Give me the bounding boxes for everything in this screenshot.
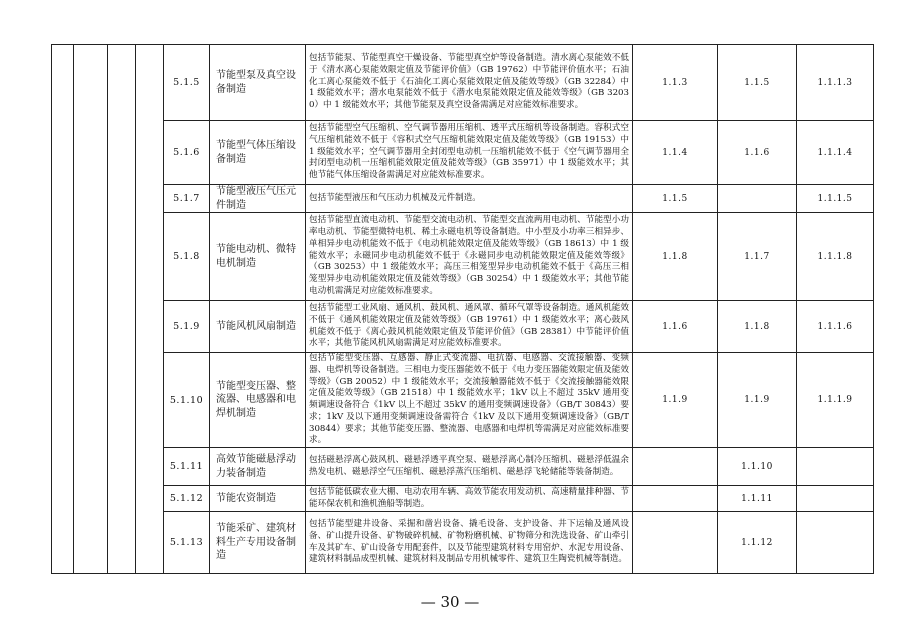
reference-code-1 <box>633 512 718 574</box>
reference-code-3 <box>797 512 874 574</box>
item-description: 包括节能型建井设备、采掘和凿岩设备、撬毛设备、支护设备、井下运输及通风设备、矿山提升设备、矿物破碎机械、矿物粉磨机械、矿物筛分和洗选设备、矿山牵引车及其矿车、矿山设备专用配套件，以及节能型建筑材料专用窑炉、水泥专用设备、建筑材料制品成型机械、建筑材料及制品专用机械零件、建筑卫生陶瓷机械等制造。 <box>306 512 633 574</box>
item-description: 包括节能低碳农业大棚、电动农用车辆、高效节能农用发动机、高速精量排种器、节能环保农机和渔机渔船等制造。 <box>306 486 633 512</box>
item-code: 5.1.10 <box>164 353 210 448</box>
reference-code-2: 1.1.11 <box>718 486 797 512</box>
reference-code-1: 1.1.3 <box>633 45 718 121</box>
item-code: 5.1.8 <box>164 213 210 301</box>
item-code: 5.1.11 <box>164 448 210 486</box>
item-code: 5.1.9 <box>164 301 210 353</box>
item-description: 包括节能型变压器、互感器、静止式变流器、电抗器、电感器、交流接触器、变频器、电焊机等设备制造。三相电力变压器能效不低于《电力变压器能效限定值及能效等级》（GB 20052）中 1 级能效水平；交流接触器能效不低于《交流接触器能效限定值及能效等级》（GB 21518）中 1 级能效水平；1kV 以上不超过 35kV 通用变频调速设备符合《1kV 以上不超过 35kV 的通用变频调速设备》（GB/T 30843）要求；1kV 及以下通用变频调速设备需符合《1kV 及以下通用变频调速设备》（GB/T 30844）要求；其他节能变压器、整流器、电感器和电焊机等需满足对应能效标准要求。 <box>306 353 633 448</box>
reference-code-2: 1.1.5 <box>718 45 797 121</box>
table-row <box>52 486 874 512</box>
empty-cell <box>108 45 136 574</box>
reference-code-2: 1.1.9 <box>718 353 797 448</box>
item-name: 节能采矿、建筑材料生产专用设备制造 <box>210 512 306 574</box>
item-description: 包括节能型空气压缩机、空气调节器用压缩机、透平式压缩机等设备制造。容积式空气压缩机能效不低于《容积式空气压缩机能效限定值及能效等级》（GB 19153）中 1 级能效水平；空气调节器用全封闭型电动机一压缩机能效不低于《空气调节器用全封闭型电动机一压缩机能效限定值及能效等级》（GB 35971）中 1 级能效水平；其他节能气体压缩设备需满足对应能效标准要求。 <box>306 121 633 185</box>
page-number: — 30 — <box>420 593 480 611</box>
item-name: 节能型气体压缩设备制造 <box>210 121 306 185</box>
table-row <box>52 448 874 486</box>
item-description: 包括节能泵、节能型真空干燥设备、节能型真空炉等设备制造。清水离心泵能效不低于《清水离心泵能效限定值及节能评价值》（GB 19762）中节能评价值水平；石油化工离心泵能效不低于《石油化工离心泵能效限定值及能效等级》（GB 32284）中 1 级能效水平；潜水电泵能效不低于《潜水电泵能效限定值及能效等级》（GB 32030）中 1 级能效水平；其他节能泵及真空设备需满足对应能效标准要求。 <box>306 45 633 121</box>
reference-code-3: 1.1.1.6 <box>797 301 874 353</box>
reference-code-1: 1.1.4 <box>633 121 718 185</box>
reference-code-3 <box>797 448 874 486</box>
table-row <box>52 121 874 185</box>
reference-code-3: 1.1.1.3 <box>797 45 874 121</box>
empty-cell <box>136 45 164 574</box>
item-description: 包括节能型直流电动机、节能型交流电动机、节能型交直流两用电动机、节能型小功率电动机、节能型微特电机、稀土永磁电机等设备制造。中小型及小功率三相异步、单相异步电动机能效不低于《电动机能效限定值及能效等级》（GB 18613）中 1 级能效水平；永磁同步电动机能效不低于《永磁同步电动机能效限定值及能效等级》（GB 30253）中 1 级能效水平；高压三相笼型异步电动机能效不低于《高压三相笼型异步电动机能效限定值及能效等级》（GB 30254）中 1 级能效水平；其他节能电动机需满足对应能效标准要求。 <box>306 213 633 301</box>
table-row <box>52 45 874 121</box>
reference-code-1: 1.1.8 <box>633 213 718 301</box>
item-name: 节能电动机、微特电机制造 <box>210 213 306 301</box>
reference-code-1 <box>633 448 718 486</box>
reference-code-2 <box>718 185 797 213</box>
empty-cell <box>52 45 74 574</box>
table-row <box>52 353 874 448</box>
catalog-table <box>51 44 874 574</box>
reference-code-3: 1.1.1.4 <box>797 121 874 185</box>
table-row <box>52 512 874 574</box>
item-code: 5.1.6 <box>164 121 210 185</box>
item-name: 节能型液压气压元件制造 <box>210 185 306 213</box>
table-row <box>52 185 874 213</box>
reference-code-2: 1.1.7 <box>718 213 797 301</box>
item-name: 节能型变压器、整流器、电感器和电焊机制造 <box>210 353 306 448</box>
reference-code-1: 1.1.5 <box>633 185 718 213</box>
empty-cell <box>74 45 108 574</box>
item-name: 高效节能磁悬浮动力装备制造 <box>210 448 306 486</box>
item-code: 5.1.13 <box>164 512 210 574</box>
reference-code-2: 1.1.6 <box>718 121 797 185</box>
item-name: 节能风机风扇制造 <box>210 301 306 353</box>
reference-code-2: 1.1.8 <box>718 301 797 353</box>
item-code: 5.1.5 <box>164 45 210 121</box>
reference-code-2: 1.1.12 <box>718 512 797 574</box>
item-name: 节能农资制造 <box>210 486 306 512</box>
item-name: 节能型泵及真空设备制造 <box>210 45 306 121</box>
reference-code-3: 1.1.1.9 <box>797 353 874 448</box>
item-description: 包括磁悬浮离心鼓风机、磁悬浮透平真空泵、磁悬浮离心制冷压缩机、磁悬浮低温余热发电机、磁悬浮空气压缩机、磁悬浮蒸汽压缩机、磁悬浮飞轮储能等装备制造。 <box>306 448 633 486</box>
reference-code-1: 1.1.6 <box>633 301 718 353</box>
item-description: 包括节能型液压和气压动力机械及元件制造。 <box>306 185 633 213</box>
reference-code-1 <box>633 486 718 512</box>
table-row <box>52 213 874 301</box>
item-code: 5.1.12 <box>164 486 210 512</box>
reference-code-3: 1.1.1.8 <box>797 213 874 301</box>
reference-code-1: 1.1.9 <box>633 353 718 448</box>
item-code: 5.1.7 <box>164 185 210 213</box>
reference-code-3 <box>797 486 874 512</box>
table-row <box>52 301 874 353</box>
item-description: 包括节能型工业风扇、通风机、鼓风机、通风罩、循环气罩等设备制造。通风机能效不低于《通风机能效限定值及能效等级》（GB 19761）中 1 级能效水平；离心鼓风机能效不低于《离心鼓风机能效限定值及节能评价值》（GB 28381）中节能评价值水平；其他节能风机风扇需满足对应能效标准要求。 <box>306 301 633 353</box>
reference-code-2: 1.1.10 <box>718 448 797 486</box>
reference-code-3: 1.1.1.5 <box>797 185 874 213</box>
